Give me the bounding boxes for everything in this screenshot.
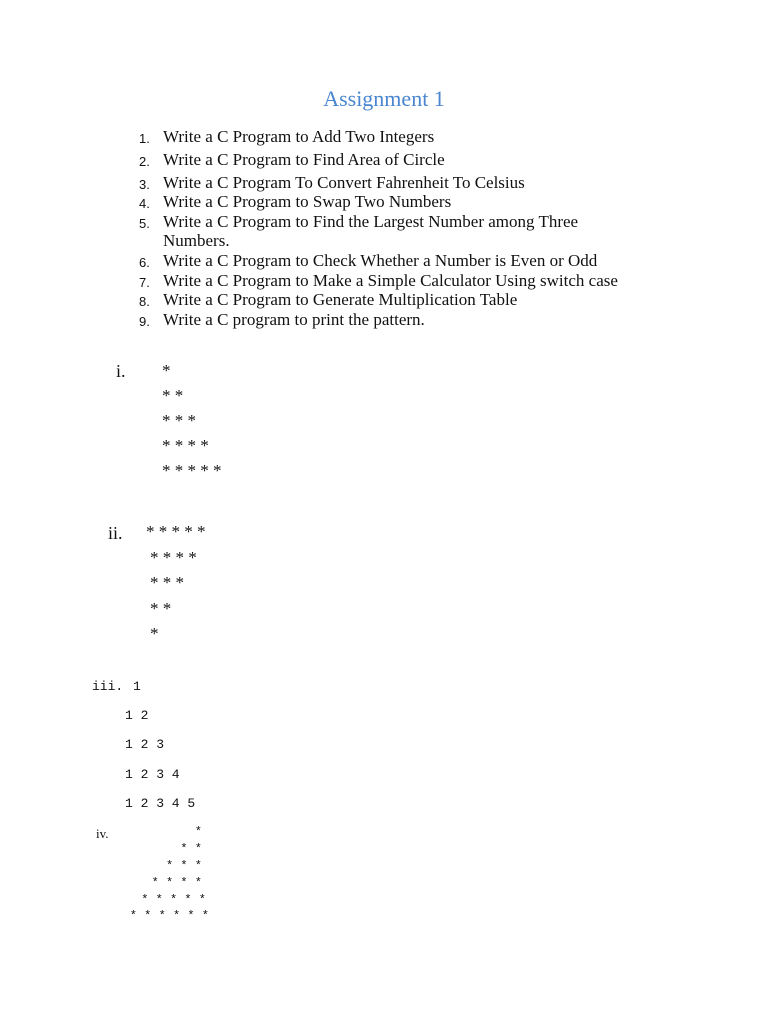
pattern-line: * * * * (151, 876, 202, 890)
pattern-line: * (150, 624, 159, 643)
pattern-line: * * * * * (141, 893, 206, 907)
question-number: 9. (139, 314, 150, 329)
question-text: Write a C Program to Add Two Integers (163, 127, 435, 146)
pattern-line: 1 2 3 4 (125, 767, 180, 782)
pattern-line: 1 2 3 (125, 737, 165, 752)
question-number: 2. (139, 154, 150, 169)
pattern-line: * * (180, 842, 202, 856)
pattern-line: 1 2 (125, 708, 149, 723)
question-number: 7. (139, 275, 150, 290)
question-number: 3. (139, 177, 150, 192)
question-number: 4. (139, 196, 150, 211)
pattern-line: 1 2 3 4 5 (125, 796, 196, 811)
question-number: 8. (139, 294, 150, 309)
question-text: Write a C Program To Convert Fahrenheit To Celsius (163, 173, 525, 192)
pattern-line: * * (162, 386, 184, 405)
page-title: Assignment 1 (323, 86, 445, 111)
pattern-line: * * * * * (162, 461, 222, 480)
pattern-line: * * * (162, 411, 196, 430)
question-text: Write a C Program to Check Whether a Number is Even or Odd (163, 251, 598, 270)
pattern-line: * * (150, 599, 172, 618)
pattern-line: * * * * * * (129, 909, 209, 923)
pattern-label: iv. (96, 826, 109, 841)
pattern-line: * * * (165, 859, 202, 873)
question-text: Write a C Program to Swap Two Numbers (163, 192, 452, 211)
pattern-line: * * * * * (146, 522, 206, 541)
question-text: Write a C Program to Make a Simple Calculator Using switch case (163, 271, 618, 290)
pattern-line: * * * * (162, 436, 209, 455)
pattern-line: * * * * (150, 548, 197, 567)
question-text: Write a C Program to Find Area of Circle (163, 150, 445, 169)
question-text: Write a C program to print the pattern. (163, 310, 425, 329)
pattern-line: * * * (150, 573, 184, 592)
question-number: 5. (139, 216, 150, 231)
question-text: Write a C Program to Find the Largest Number among Three Numbers. (163, 212, 579, 250)
pattern-line: 1 (133, 679, 141, 694)
pattern-line: * (162, 361, 171, 380)
pattern-label: iii. (92, 679, 124, 694)
pattern-label: ii. (108, 523, 123, 543)
question-number: 1. (139, 131, 150, 146)
question-text: Write a C Program to Generate Multiplication Table (163, 290, 518, 309)
pattern-line: * (194, 825, 202, 839)
pattern-label: i. (116, 361, 126, 381)
question-number: 6. (139, 255, 150, 270)
